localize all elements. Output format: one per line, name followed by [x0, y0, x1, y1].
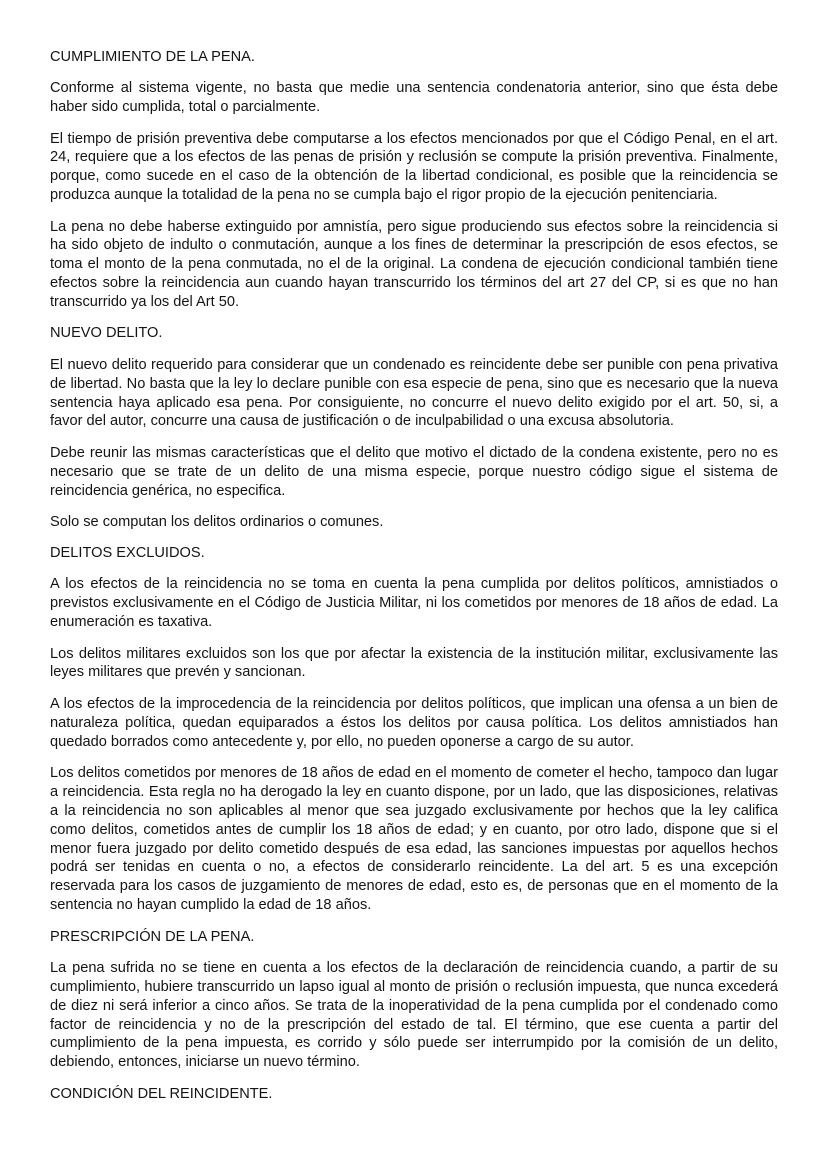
- paragraph: Solo se computan los delitos ordinarios o comunes.: [50, 513, 384, 530]
- paragraph: A los efectos de la improcedencia de la reincidencia por delitos políticos, que implican una ofensa a un bien de naturaleza política, quedan equiparados a éstos los delitos por causa política. Los delitos amnistiados han quedado borrados como antecedente y, por ello, no pueden oponerse a cargo de su autor.: [50, 695, 778, 750]
- section-heading-delitos-excluidos: DELITOS EXCLUIDOS.: [50, 545, 205, 562]
- paragraph: Conforme al sistema vigente, no basta que medie una sentencia condenatoria anterior, sino que ésta debe haber sido cumplida, total o parcialmente.: [50, 80, 778, 116]
- section-heading-prescripcion: PRESCRIPCIÓN DE LA PENA.: [50, 928, 255, 945]
- paragraph: A los efectos de la reincidencia no se toma en cuenta la pena cumplida por delitos políticos, amnistiados o previstos exclusivamente en el Código de Justicia Militar, ni los cometidos por menores de 18 años de edad. La enumeración es taxativa.: [50, 576, 778, 631]
- section-heading-condicion: CONDICIÓN DEL REINCIDENTE.: [50, 1085, 273, 1102]
- paragraph: La pena no debe haberse extinguido por amnistía, pero sigue produciendo sus efectos sobre la reincidencia si ha sido objeto de indulto o conmutación, aunque a los fines de determinar la prescripción de esos efectos, se toma el monto de la pena conmutada, no el de la original. La condena de ejecución condicional también tiene efectos sobre la reincidencia aun cuando hayan transcurrido los términos del art 27 del CP, si es que no han transcurrido ya los del Art 50.: [50, 218, 778, 311]
- paragraph: Los delitos cometidos por menores de 18 años de edad en el momento de cometer el hecho, tampoco dan lugar a reincidencia. Esta regla no ha derogado la ley en cuanto dispone, por un lado, que las disposiciones, relativas a la reincidencia no son aplicables al menor que sea juzgado exclusivamente por hechos que la ley califica como delitos, cometidos antes de cumplir los 18 años de edad; y en cuanto, por otro lado, dispone que si el menor fuera juzgado por delito cometido después de esa edad, las sanciones impuestas por aquellos hechos podrá ser tenidas en cuenta o no, a efectos de considerarlo reincidente. La del art. 5 es una excepción reservada para los casos de juzgamiento de menores de edad, esto es, de personas que en el momento de la sentencia no hayan cumplido la edad de 18 años.: [50, 764, 778, 914]
- section-heading-nuevo-delito: NUEVO DELITO.: [50, 325, 163, 342]
- paragraph: El nuevo delito requerido para considerar que un condenado es reincidente debe ser punible con pena privativa de libertad. No basta que la ley lo declare punible con esa especie de pena, sino que es necesario que la nueva sentencia haya aplicado esa pena. Por consiguiente, no concurre el nuevo delito exigido por el art. 50, si, a favor del autor, concurre una causa de justificación o de inculpabilidad o una excusa absolutoria.: [50, 356, 778, 430]
- paragraph: Debe reunir las mismas características que el delito que motivo el dictado de la condena existente, pero no es necesario que se trate de un delito de una misma especie, porque nuestro código sigue el sistema de reincidencia genérica, no especifica.: [50, 444, 778, 499]
- paragraph: El tiempo de prisión preventiva debe computarse a los efectos mencionados por que el Código Penal, en el art. 24, requiere que a los efectos de las penas de prisión y reclusión se compute la prisión preventiva. Finalmente, porque, como sucede en el caso de la obtención de la libertad condicional, es posible que la reincidencia se produzca aunque la totalidad de la pena no se cumpla bajo el rigor propio de la ejecución penitenciaria.: [50, 130, 778, 204]
- document-page: [50, 48, 778, 1116]
- paragraph: Los delitos militares excluidos son los que por afectar la existencia de la institución militar, exclusivamente las leyes militares que prevén y sancionan.: [50, 645, 778, 681]
- section-heading-cumplimiento: CUMPLIMIENTO DE LA PENA.: [50, 49, 255, 65]
- paragraph: La pena sufrida no se tiene en cuenta a los efectos de la declaración de reincidencia cuando, a partir de su cumplimiento, hubiere transcurrido un lapso igual al monto de prisión o reclusión impuesta, que nunca excederá de diez ni será inferior a cinco años. Se trata de la inoperatividad de la pena cumplida por el condenado como factor de reincidencia y no de la prescripción del estado de tal. El término, que ese cuenta a partir del cumplimiento de la pena impuesta, es corrido y sólo puede ser interrumpido por la comisión de un delito, debiendo, entonces, iniciarse un nuevo término.: [50, 959, 778, 1071]
